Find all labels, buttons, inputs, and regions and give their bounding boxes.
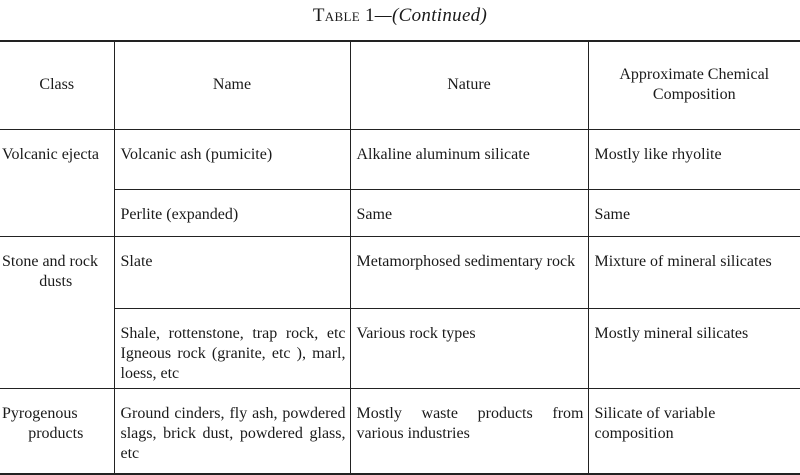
table-title-label: Table 1 [312,5,375,26]
cell-name: Shale, rottenstone, trap rock, etc Igneous rock (granite, etc ), marl, loess, etc [114,308,350,388]
cell-class [0,388,114,474]
cell-nature: Various rock types [350,308,588,388]
cell-class [0,236,114,388]
column-header-class: Class [39,76,75,94]
column-header-composition: Approximate Chemical Composition [588,41,800,129]
table-title [0,5,800,27]
cell-nature: Mostly waste products from various industries [350,388,588,474]
cell-name: Ground cinders, fly ash, powdered slags, brick dust, powdered glass, etc [114,388,350,474]
cell-class [0,129,114,236]
cell-nature: Same [350,189,588,236]
table-row [0,236,800,308]
cell-name: Slate [114,236,350,308]
class-label-line1: Stone and rock [2,252,98,270]
cell-composition: Mostly mineral silicates [588,308,800,388]
table-title-continued: —(Continued) [374,5,488,26]
column-header-nature: Nature [350,41,588,129]
cell-composition: Mostly like rhyolite [588,129,800,189]
class-label-line1: Volcanic ejecta [2,145,99,163]
cell-composition: Silicate of variable composition [588,388,800,474]
cell-nature: Alkaline aluminum silicate [350,129,588,189]
cell-composition: Mixture of mineral silicates [588,236,800,308]
table-row [0,129,800,189]
materials-table [0,40,800,475]
column-header-name: Name [114,41,350,129]
cell-name: Perlite (expanded) [114,189,350,236]
table-header [0,41,800,129]
cell-composition: Same [588,189,800,236]
cell-name: Volcanic ash (pumicite) [114,129,350,189]
table-row [0,189,800,236]
cell-nature: Metamorphosed sedimentary rock [350,236,588,308]
table-row [0,388,800,474]
class-label-line1: Pyrogenous [2,404,78,422]
table-row [0,308,800,388]
class-label-line2: products [28,424,84,442]
class-label-line2: dusts [39,272,73,290]
